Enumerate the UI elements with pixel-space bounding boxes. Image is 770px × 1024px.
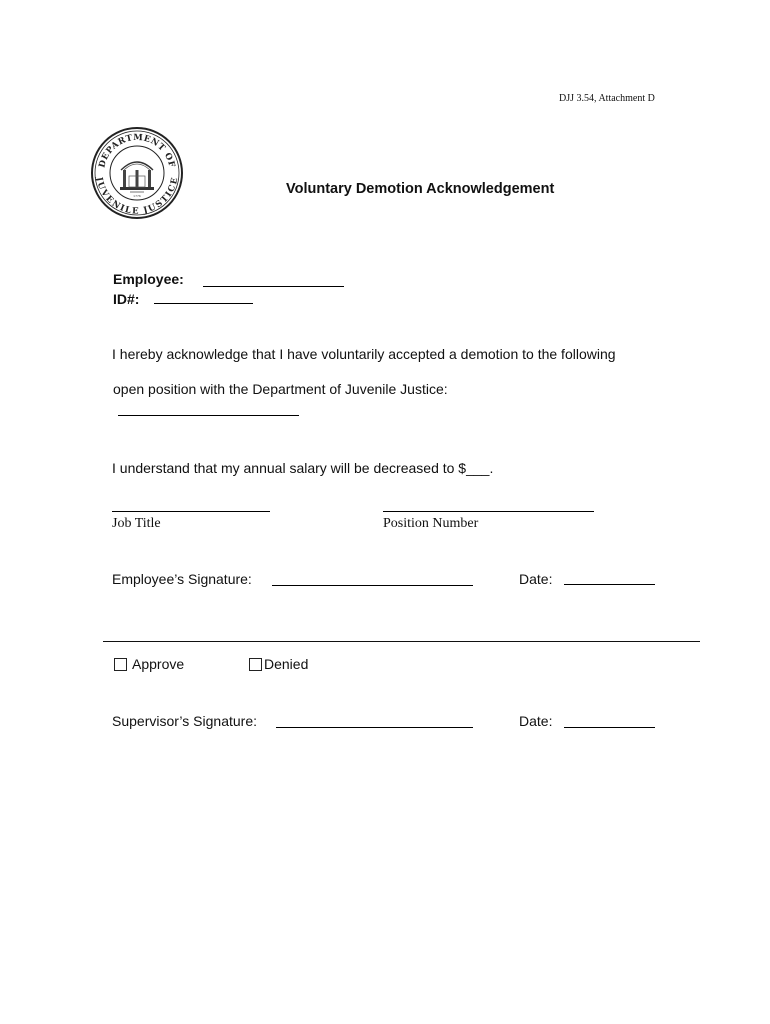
form-title: Voluntary Demotion Acknowledgement [286, 181, 555, 197]
section-divider [103, 641, 700, 642]
statement-line-1: I hereby acknowledge that I have voluntarily accepted a demotion to the following [112, 346, 616, 362]
employee-signature-field[interactable] [272, 585, 473, 586]
supervisor-signature-label: Supervisor’s Signature: [112, 713, 258, 729]
statement-line-2: open position with the Department of Juvenile Justice: [113, 381, 448, 397]
open-position-field[interactable] [118, 415, 299, 416]
denied-option[interactable] [249, 656, 308, 672]
employee-id-field[interactable] [154, 303, 253, 304]
approve-option[interactable] [114, 656, 184, 672]
supervisor-signature-field[interactable] [276, 727, 473, 728]
denied-checkbox[interactable] [249, 658, 262, 671]
supervisor-date-field[interactable] [564, 727, 655, 728]
department-seal-logo [90, 126, 184, 220]
salary-statement: I understand that my annual salary will be decreased to $___. [112, 460, 494, 476]
position-number-field[interactable] [383, 511, 594, 512]
approve-label: Approve [132, 656, 185, 672]
employee-date-field[interactable] [564, 584, 655, 585]
job-title-caption: Job Title [112, 516, 161, 531]
employee-signature-label: Employee’s Signature: [112, 571, 252, 587]
position-number-caption: Position Number [383, 516, 479, 531]
employee-label: Employee: [113, 271, 184, 287]
supervisor-date-label: Date: [519, 713, 553, 729]
approve-checkbox[interactable] [114, 658, 127, 671]
job-title-field[interactable] [112, 511, 270, 512]
id-label: ID#: [113, 291, 140, 307]
document-reference: DJJ 3.54, Attachment D [559, 93, 655, 104]
svg-text:1776: 1776 [133, 194, 141, 198]
employee-date-label: Date: [519, 571, 553, 587]
svg-text:DEPARTMENT OF: DEPARTMENT OF [97, 132, 177, 169]
denied-label: Denied [264, 656, 309, 672]
employee-name-field[interactable] [203, 286, 344, 287]
svg-text:JUVENILE JUSTICE: JUVENILE JUSTICE [93, 176, 181, 217]
